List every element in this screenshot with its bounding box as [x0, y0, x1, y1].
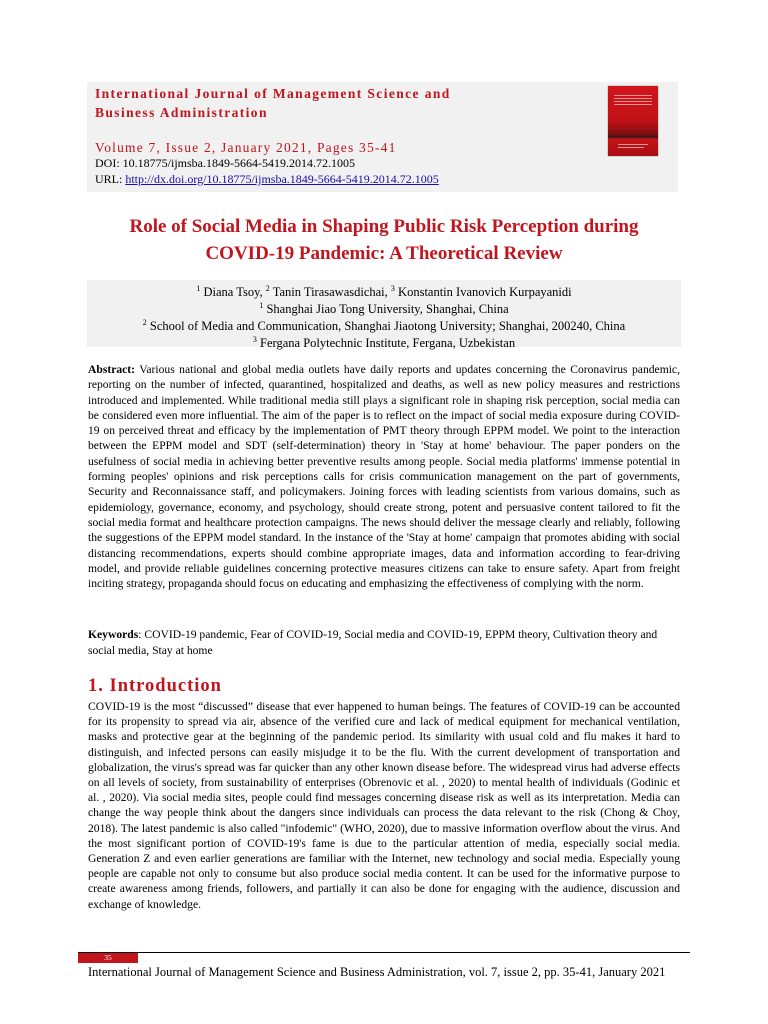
abstract [88, 362, 680, 591]
affiliation-text: Shanghai Jiao Tong University, Shanghai, China [266, 302, 509, 317]
url-label: URL: [95, 172, 126, 186]
affiliation-line [87, 331, 681, 352]
page-number: 35 [78, 953, 138, 963]
author-name: Konstantin Ivanovich Kurpayanidi [398, 285, 572, 300]
keywords [88, 627, 680, 658]
journal-cover-image [608, 86, 658, 156]
journal-name: International Journal of Management Science and Business Administration [95, 86, 451, 120]
abstract-text: Various national and global media outlets have daily reports and updates concerning the Coronavirus pandemic, reporting on the number of infected, quarantined, hospitalized and deaths, as well as new policy measures and restrictions introduced and implemented. While traditional media still plays a significant role in shaping risk perception, social media can be considered even more influential. The aim of the paper is to reflect on the impact of social media exposure during COVID-19 on perceived threat and efficacy by the implementation of PMT theory through EPPM model. We point to the interaction between the EPPM model and SDT (self-determination) theory in 'Stay at home' behaviour. The paper ponders on the usefulness of social media in achieving better preventive results among people. Social media platforms' immense potential in forming peoples' opinions and risk perceptions calls for crisis communication management on the part of governments, Security and Reconnaissance staff, and policymakers. Joining forces with leading scientists from various domains, such as epidemiology, governance, economy, and psychology, should create strong, potent and persuasive content tailored to fit the social media format and healthcare protection campaigns. The news should deliver the message clearly and reliably, following the suggestions of the EPPM model standard. In the instance of the 'Stay at home' campaign that promotes abiding with social distancing recommendations, experts should combine appropriate images, data and information according to fear-driving model, and provide reliable guidelines concerning protective measures citizens can take to ensure safety. Apart from freight inciting strategy, propaganda should focus on educating and emphasizing the effectiveness of complying with the norm. [88, 363, 680, 591]
journal-header [87, 82, 678, 192]
doi-text: DOI: 10.18775/ijmsba.1849-5664-5419.2014.72.1005 [95, 156, 355, 170]
url-line [95, 172, 439, 187]
affiliation-superscript: 1 [259, 301, 264, 310]
section-heading: 1. Introduction [88, 676, 222, 696]
abstract-label: Abstract: [88, 363, 136, 376]
footer-citation: International Journal of Management Science and Business Administration, vol. 7, issue 2, pp. 35-41, January 2021 [88, 965, 666, 979]
keywords-text: : COVID-19 pandemic, Fear of COVID-19, Social media and COVID-19, EPPM theory, Cultivation theory and social media, Stay at home [88, 628, 658, 657]
author-name: Diana Tsoy, [203, 285, 263, 300]
volume-info: Volume 7, Issue 2, January 2021, Pages 35-41 [95, 140, 397, 155]
keywords-label: Keywords [88, 628, 139, 641]
section-body: COVID-19 is the most “discussed” disease that ever happened to human beings. The features of COVID-19 can be accounted for its propensity to spread via air, absence of the verified cure and lack of medical equipment for mechanical ventilation, masks and protective gear at the beginning of the pandemic period. Its similarity with usual cold and flu makes it hard to distinguish, and infected persons can easily misjudge it to be the flu. With the current development of transportation and globalization, the virus's spread was far quicker than any other known disease before. The widespread virus had adverse effects on all levels of society, from sustainability of enterprises (Obrenovic et al. , 2020) to mental health of individuals (Godinic et al. , 2020). Via social media sites, people could find messages concerning disease risk as well as its interpretation. Media can change the way people think about the dangers since individuals can process the data relevant to the risk (Chong & Choy, 2018). The latest pandemic is also called "infodemic" (WHO, 2020), due to massive information overflow about the virus. And the most significant portion of COVID-19's fame is due to the particular attention of media, especially social media. Generation Z and even earlier generations are familiar with the Internet, new technology and social media. Especially young people are capable not only to consume but also produce social media content. It can be used for the informative purpose to create awareness among friends, followers, and partially it can also be done for engaging with the audience, discussion and exchange of knowledge. [88, 700, 680, 911]
footer-rule [78, 952, 690, 953]
affiliation-text: School of Media and Communication, Shanghai Jiaotong University; Shanghai, 200240, China [149, 319, 626, 334]
affiliation-text: Fergana Polytechnic Institute, Fergana, Uzbekistan [260, 336, 516, 351]
affiliation-superscript: 3 [252, 335, 257, 344]
affiliations-box [87, 280, 681, 351]
doi-link[interactable]: http://dx.doi.org/10.18775/ijmsba.1849-5664-5419.2014.72.1005 [125, 172, 439, 186]
author-superscript: 2 [265, 284, 270, 293]
paper-title-line-1: Role of Social Media in Shaping Public Risk Perception during [129, 216, 639, 237]
paper-title-line-2: COVID-19 Pandemic: A Theoretical Review [205, 243, 563, 264]
author-name: Tanin Tirasawasdichai, [272, 285, 388, 300]
author-superscript: 1 [196, 284, 201, 293]
affiliation-superscript: 2 [142, 318, 147, 327]
author-superscript: 3 [390, 284, 395, 293]
